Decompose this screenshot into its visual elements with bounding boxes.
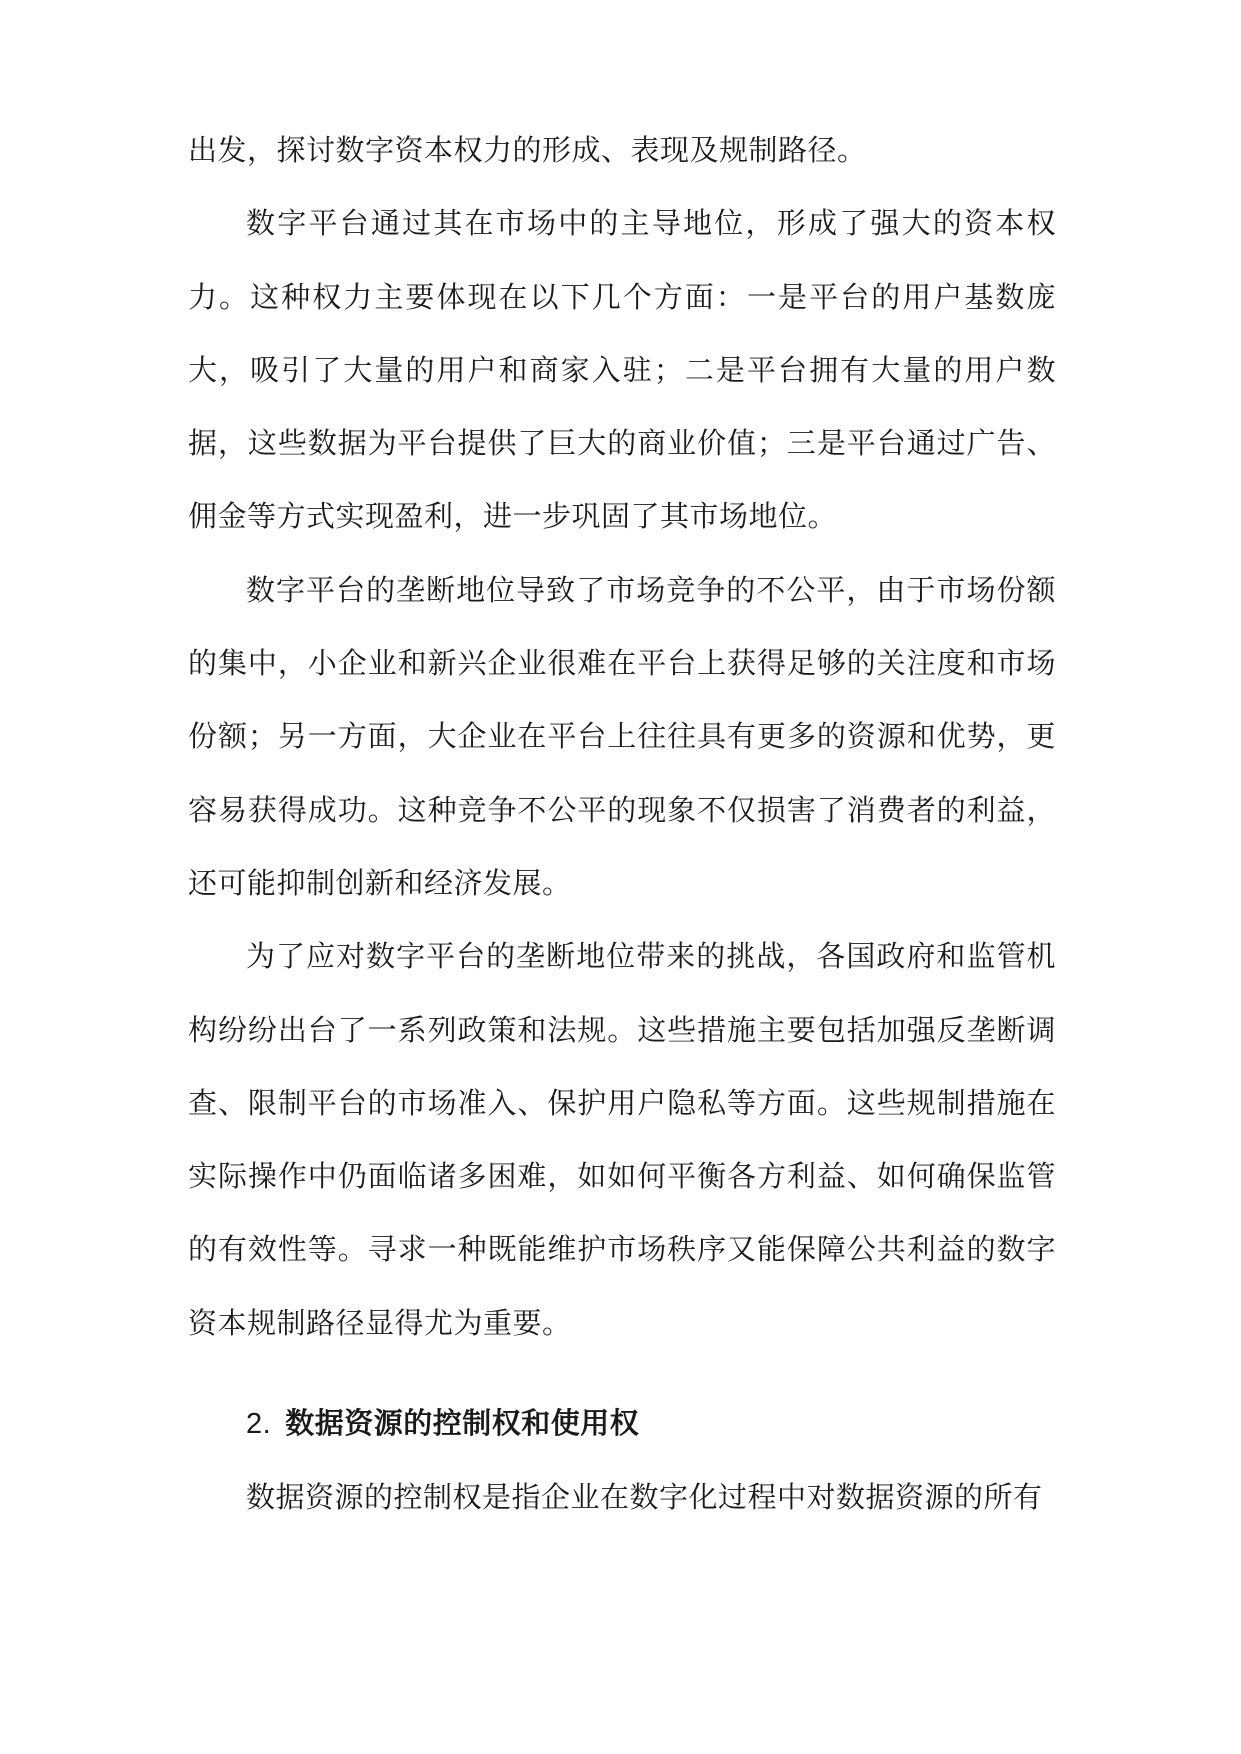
paragraph-5: 数据资源的控制权是指企业在数字化过程中对数据资源的所有: [246, 1480, 1043, 1515]
paragraph-2: 数字平台通过其在市场中的主导地位，形成了强大的资本权力。这种权力主要体现在以下几个方面：一是平台的用户基数庞大，吸引了大量的用户和商家入驻；二是平台拥有大量的用户数据，这些数据为平台提供了巨大的商业价值；三是平台通过广告、佣金等方式实现盈利，进一步巩固了其市场地位。: [188, 206, 1056, 534]
paragraph-4: 为了应对数字平台的垄断地位带来的挑战，各国政府和监管机构纷纷出台了一系列政策和法规。这些措施主要包括加强反垄断调查、限制平台的市场准入、保护用户隐私等方面。这些规制措施在实际操作中仍面临诸多困难，如如何平衡各方利益、如何确保监管的有效性等。寻求一种既能维护市场秩序又能保障公共利益的数字资本规制路径显得尤为重要。: [188, 939, 1056, 1340]
section-heading: [188, 1387, 1056, 1461]
section-number: 2.: [246, 1408, 272, 1441]
paragraph-1: 出发，探讨数字资本权力的形成、表现及规制路径。: [188, 133, 867, 167]
body-text: [188, 114, 1056, 1535]
section-heading-wrapper: [188, 1387, 1056, 1461]
paragraph-3: 数字平台的垄断地位导致了市场竞争的不公平，由于市场份额的集中，小企业和新兴企业很难在平台上获得足够的关注度和市场份额；另一方面，大企业在平台上往往具有更多的资源和优势，更容易获得成功。这种竞争不公平的现象不仅损害了消费者的利益，还可能抑制创新和经济发展。: [188, 572, 1056, 900]
section-title: 数据资源的控制权和使用权: [285, 1406, 640, 1441]
